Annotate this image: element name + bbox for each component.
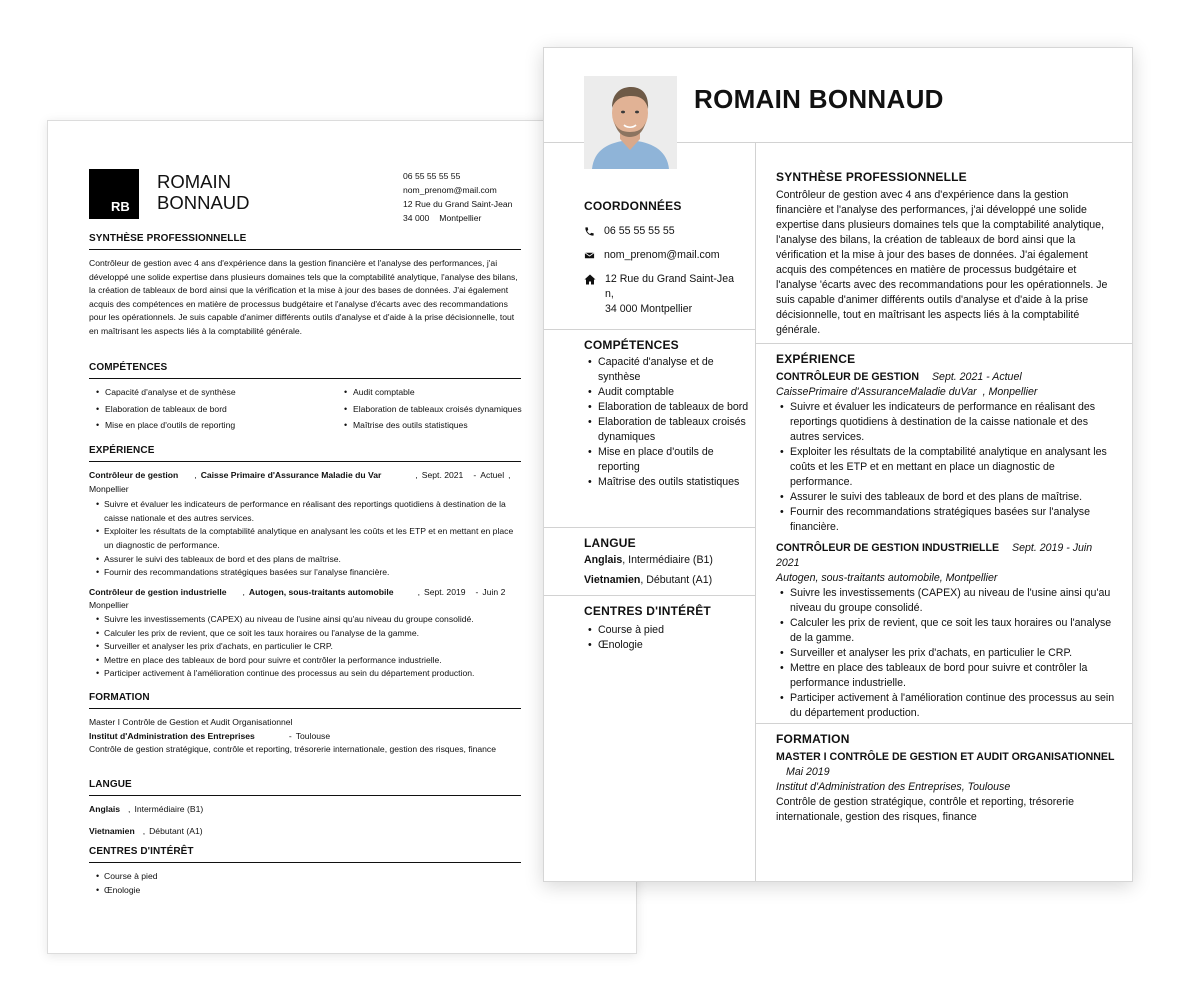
column-divider: [755, 143, 756, 882]
contact-email-row: [584, 248, 749, 263]
back-summary-heading: SYNTHÈSE PROFESSIONNELLE: [89, 232, 521, 250]
back-job-2-header: Contrôleur de gestion industrielle , Autogen, sous-traitants automobile , Sept. 2019 - Juin 2: [89, 586, 637, 600]
back-experience-heading: EXPÉRIENCE: [89, 444, 521, 462]
back-job-2-company: Autogen, sous-traitants automobile: [248, 586, 394, 597]
list-item: • Calculer les prix de revient, que ce soit les taux horaires ou l'analyse de la gamme.: [89, 627, 521, 641]
back-job-1-end: Actuel: [480, 470, 505, 480]
list-item: • Suivre les investissements (CAPEX) au niveau de l'usine ainsi qu'au niveau du groupe consolidé.: [776, 586, 1116, 616]
interests-section: [584, 603, 749, 653]
monogram-badge: [89, 169, 139, 219]
list-item: • Elaboration de tableaux croisés dynamiques: [584, 415, 749, 445]
list-item: • Œnologie: [584, 638, 749, 653]
back-language-1-name: Anglais: [89, 804, 121, 814]
interests-heading: CENTRES D'INTÉRÊT: [584, 604, 711, 618]
list-item: • Capacité d'analyse et de synthèse: [584, 355, 749, 385]
back-city: Montpellier: [439, 213, 482, 223]
back-summary-text: Contrôleur de gestion avec 4 ans d'expérience dans la gestion financière et l'analyse des performances, j'ai développé une solide expertise dans plusieurs domaines tels que la comptabilité analytique, l'analyse des bilans, la création de tableaux de bord ainsi que la vérification et la mise à jour des bases de données. J'ai également acquis des compétences en matière de processus budgétaire et l'analyse d'écarts avec des recommandations pour les opérationnels. Je suis capable d'animer différents outils d'analyse et d'aide à la prise décisionnelle, tout en maîtrisant les aspects liés à la comptabilité générale.: [89, 258, 518, 336]
list-item: • Maîtrise des outils statistiques: [584, 475, 749, 490]
contact-phone: 06 55 55 55 55: [604, 225, 675, 237]
phone-icon: [584, 226, 595, 237]
job-2-title: CONTRÔLEUR DE GESTION INDUSTRIELLE: [776, 542, 1000, 554]
back-job-2-end: Juin 2: [482, 586, 506, 597]
interests-list: [584, 623, 749, 653]
summary-heading: SYNTHÈSE PROFESSIONNELLE: [776, 170, 967, 184]
list-item: • Suivre et évaluer les indicateurs de performance en réalisant des reportings quotidiens à destination de la caisse nationale et des autres services.: [89, 498, 521, 525]
summary-text: Contrôleur de gestion avec 4 ans d'expérience dans la gestion financière et l'analyse des performances, j'ai développé une solide expertise dans plusieurs domaines tels que la comptabilité analytique, l'analyse des bilans, la création de tableaux de bord ainsi que la vérification et la mise à jour des bases de données. J'ai également acquis des compétences en matière de processus budgétaire et l'analyse 'écarts avec des recommandations pour les opérationnels. Je suis capable d'animer différents outils d'analyse et d'aide à la prise décisionnelle, tout en maîtrisant les aspects liés à la comptabilité générale.: [776, 189, 1108, 336]
back-job-2-location: Monpellier: [89, 600, 129, 611]
back-interests-heading: CENTRES D'INTÉRÊT: [89, 845, 521, 863]
list-item: • Mettre en place des tableaux de bord pour suivre et contrôler la performance industrielle.: [89, 654, 521, 668]
back-languages-section: LANGUE Anglais , Intermédiaire (B1) Vietnamien , Débutant (A1): [89, 778, 637, 838]
job-1-location: , Monpellier: [982, 386, 1038, 398]
languages-section: [584, 535, 749, 593]
job-1-bullets: [776, 400, 1116, 535]
list-item: • Exploiter les résultats de la comptabilité analytique en analysant les coûts et les ETP et en mettant en place un diagnostic de performance.: [776, 445, 1116, 490]
back-job-1-location: Monpellier: [89, 483, 129, 494]
back-job-1-title: Contrôleur de gestion: [89, 470, 179, 480]
back-languages-heading: LANGUE: [89, 778, 521, 796]
language-1-name: Anglais: [584, 554, 623, 566]
job-2-bullets: [776, 586, 1116, 721]
education-section: [776, 731, 1116, 825]
list-item: • Elaboration de tableaux croisés dynamiques: [344, 403, 604, 417]
contact-heading: COORDONNÉES: [584, 199, 682, 213]
list-item: • Course à pied: [584, 623, 749, 638]
contact-email: nom_prenom@mail.com: [604, 249, 720, 261]
back-language-2-level: Débutant (A1): [149, 825, 203, 836]
list-item: • Assurer le suivi des tableaux de bord et des plans de maîtrise.: [89, 553, 521, 567]
back-education-details: Contrôle de gestion stratégique, contrôle et reporting, trésorerie internationale, gestion des risques, finance: [89, 744, 497, 755]
job-2-dates: Sept. 2019 - Juin 2021: [776, 542, 1093, 569]
skills-heading: COMPÉTENCES: [584, 338, 679, 352]
list-item: • Audit comptable: [584, 385, 749, 400]
back-name-last: BONNAUD: [157, 192, 250, 213]
front-name: ROMAIN BONNAUD: [694, 84, 944, 114]
education-details: Contrôle de gestion stratégique, contrôle et reporting, trésorerie internationale, gestion des risques, finance: [776, 796, 1074, 823]
list-item: • Assurer le suivi des tableaux de bord et des plans de maîtrise.: [776, 490, 1116, 505]
right-divider: [756, 343, 1133, 344]
contact-section: [584, 198, 749, 326]
list-item: • Surveiller et analyser les prix d'achats, en particulier le CRP.: [89, 640, 521, 654]
back-job-2-bullets: [89, 613, 521, 681]
left-divider: [544, 329, 755, 330]
back-phone: 06 55 55 55 55: [403, 171, 461, 181]
list-item: • Fournir des recommandations stratégiques basées sur l'analyse financière.: [89, 566, 521, 580]
language-2-name: Vietnamien: [584, 574, 641, 586]
back-job-2-start: Sept. 2019: [423, 586, 466, 597]
back-school-city: Toulouse: [295, 730, 331, 741]
list-item: • Suivre et évaluer les indicateurs de performance en réalisant des reportings quotidiens à destination de la caisse nationale et des autres services.: [776, 400, 1116, 445]
job-2-company: Autogen, sous-traitants automobile, Montpellier: [776, 572, 998, 584]
left-divider: [544, 527, 755, 528]
list-item: • Calculer les prix de revient, que ce soit les taux horaires ou l'analyse de la gamme.: [776, 616, 1116, 646]
list-item: • Capacité d'analyse et de synthèse: [96, 386, 344, 400]
back-language-1-level: Intermédiaire (B1): [134, 804, 204, 814]
degree-date: Mai 2019: [786, 766, 830, 778]
list-item: • Œnologie: [89, 884, 637, 898]
back-education-heading: FORMATION: [89, 691, 521, 709]
envelope-icon: [584, 250, 595, 261]
resume-front: [543, 47, 1133, 882]
contact-address-line1: 12 Rue du Grand Saint-Jea: [605, 273, 734, 285]
list-item: • Mettre en place des tableaux de bord pour suivre et contrôler la performance industrielle.: [776, 661, 1116, 691]
experience-section: [776, 351, 1116, 721]
back-job-2-title: Contrôleur de gestion industrielle: [89, 586, 227, 597]
skills-list: [584, 355, 749, 490]
list-item: • Elaboration de tableaux de bord: [584, 400, 749, 415]
back-language-2-name: Vietnamien: [89, 825, 135, 836]
list-item: • Mise en place d'outils de reporting: [584, 445, 749, 475]
list-item: • Participer activement à l'amélioration continue des processus au sein du département production.: [776, 691, 1116, 721]
back-education-section: FORMATION Master I Contrôle de Gestion et Audit Organisationnel Institut d'Administration des Entreprises - Toulouse Contrôle de gestion stratégique, contrôle et reporting, trésorerie internationale, gestion des risques, finance: [89, 691, 637, 757]
profile-photo-icon: [584, 76, 677, 169]
back-name-first: ROMAIN: [157, 171, 231, 192]
list-item: • Fournir des recommandations stratégiques basées sur l'analyse financière.: [776, 505, 1116, 535]
contact-phone-row: [584, 224, 749, 239]
list-item: • Mise en place d'outils de reporting: [96, 419, 344, 433]
list-item: • Exploiter les résultats de la comptabilité analytique en analysant les coûts et les ETP et en mettant en place un diagnostic de performance.: [89, 525, 521, 552]
list-item: • Audit comptable: [344, 386, 604, 400]
list-item: • Surveiller et analyser les prix d'achats, en particulier le CRP.: [776, 646, 1116, 661]
school-name: Institut d'Administration des Entreprises, Toulouse: [776, 781, 1011, 793]
list-item: • Participer activement à l'amélioration continue des processus au sein du département production.: [89, 667, 521, 681]
job-1-company: CaissePrimaire d'AssuranceMaladie duVar: [776, 386, 977, 398]
skills-section: [584, 337, 749, 490]
job-1-title: CONTRÔLEUR DE GESTION: [776, 371, 920, 383]
home-icon: [584, 274, 596, 285]
degree-title: MASTER I CONTRÔLE DE GESTION ET AUDIT ORGANISATIONNEL: [776, 751, 1115, 763]
back-job-1-start: Sept. 2021: [421, 470, 464, 480]
list-item: • Elaboration de tableaux de bord: [96, 403, 344, 417]
list-item: • Course à pied: [89, 870, 637, 884]
back-school: Institut d'Administration des Entreprises: [89, 730, 255, 741]
contact-address-line2: n,: [605, 288, 614, 300]
back-job-1-bullets: [89, 498, 521, 580]
language-2-level: , Débutant (A1): [640, 574, 713, 586]
language-1-level: , Intermédiaire (B1): [622, 554, 713, 566]
list-item: • Suivre les investissements (CAPEX) au niveau de l'usine ainsi qu'au niveau du groupe consolidé.: [89, 613, 521, 627]
back-email: nom_prenom@mail.com: [403, 185, 497, 195]
contact-address-row: [584, 272, 749, 317]
back-contact: [403, 169, 553, 225]
back-address: 12 Rue du Grand Saint-Jean: [403, 199, 513, 209]
back-job-1-header: Contrôleur de gestion , Caisse Primaire d'Assurance Maladie du Var , Sept. 2021 - Actuel ,: [89, 469, 637, 483]
monogram-text: RB: [111, 199, 130, 215]
education-heading: FORMATION: [776, 732, 850, 746]
right-divider: [756, 723, 1133, 724]
back-degree: Master I Contrôle de Gestion et Audit Organisationnel: [89, 717, 293, 727]
contact-address-line3: 34 000 Montpellier: [605, 303, 693, 315]
languages-heading: LANGUE: [584, 536, 636, 550]
back-name: [157, 171, 250, 213]
back-zip: 34 000: [403, 213, 430, 223]
summary-section: [776, 169, 1116, 338]
back-job-1-company: Caisse Primaire d'Assurance Maladie du Var: [200, 470, 382, 480]
profile-photo: [584, 76, 677, 169]
list-item: • Maîtrise des outils statistiques: [344, 419, 604, 433]
left-divider: [544, 595, 755, 596]
experience-heading: EXPÉRIENCE: [776, 352, 856, 366]
job-1-dates: Sept. 2021 - Actuel: [931, 371, 1022, 383]
back-skills-heading: COMPÉTENCES: [89, 361, 521, 379]
